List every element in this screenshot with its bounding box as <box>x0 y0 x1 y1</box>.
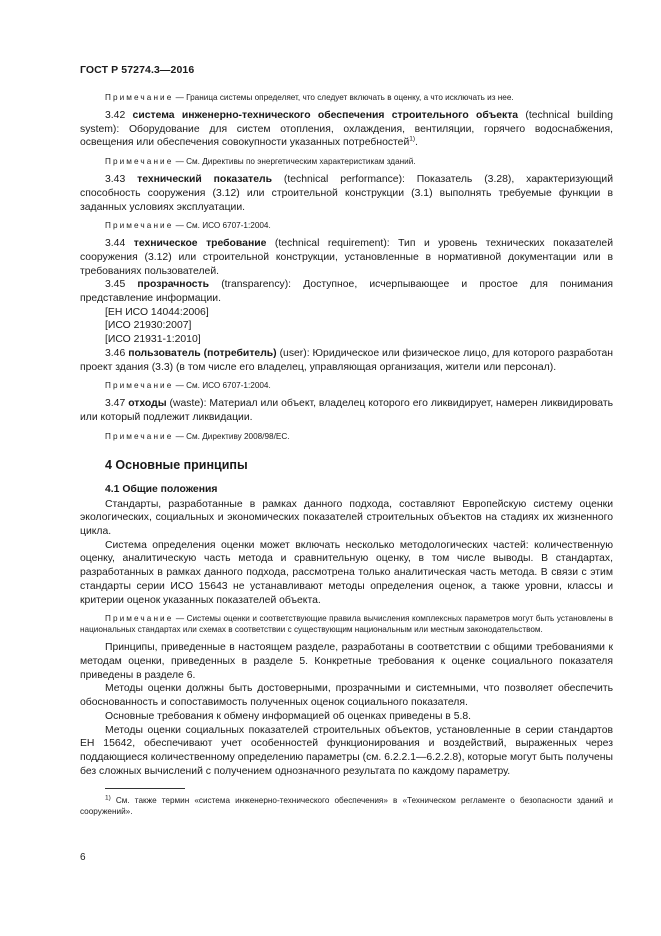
note: Примечание — См. Директиву 2008/98/ЕС. <box>105 431 290 441</box>
footnote-divider <box>105 788 185 789</box>
page-content <box>80 92 613 817</box>
paragraph: Стандарты, разработанные в рамках данного подхода, составляют Европейскую систему оценки экологических, социальных и экономических показателей строительных объектов на стадиях их жизненного цикла. <box>80 498 613 538</box>
note: Примечание — См. ИСО 6707-1:2004. <box>105 221 271 231</box>
reference: [ЕН ИСО 14044:2006] <box>105 306 209 318</box>
paragraph: Система определения оценки может включать несколько методологических частей: количественную оценку, аналитическую часть метода и сравнительную оценку, в том числе выводы. В стандартах, разработанных в рамках данного подхода, рассмотрена только аналитическая часть метода. В связи с этим стандарты серии ИСО 15643 не устанавливают методы определения оценок, а также уровни, классы и критерии оценок указанных показателей объекта. <box>80 539 613 606</box>
subsection-heading: 4.1 Общие положения <box>105 483 218 495</box>
term-3-42: 3.42 система инженерно-технического обеспечения строительного объекта (technical building system): Оборудование для систем отопления, охлаждения, вентиляции, горячего водоснабжения, освещения или обеспечения совокупности указанных потребностей$^{1)}$. <box>80 110 613 149</box>
term-3-43: 3.43 технический показатель (technical performance): Показатель (3.28), характеризующий способность сооружения (3.12) или строительной конструкции (3.1) выполнять требуемые функции в заданных условиях эксплуатации. <box>80 174 614 213</box>
paragraph: Методы оценки должны быть достоверными, прозрачными и системными, что позволяет обеспечить обоснованность и сопоставимость полученных оценок социального показателя. <box>80 683 613 709</box>
term-name: отходы <box>128 398 167 410</box>
paragraph: Основные требования к обмену информацией об оценках приведены в 5.8. <box>105 710 472 722</box>
term-name: пользователь (потребитель) <box>128 347 277 359</box>
term-name: прозрачность <box>137 279 210 291</box>
term-3-45: 3.45 прозрачность (transparency): Доступное, исчерпывающее и простое для понимания представление информации. <box>80 279 614 305</box>
term-name: технический показатель <box>137 174 272 186</box>
note: Примечание — См. Директивы по энергетическим характеристикам зданий. <box>105 157 416 167</box>
footnote-ref: 1) <box>409 135 416 143</box>
paragraph: Принципы, приведенные в настоящем разделе, разработаны в соответствии с общими требованиями к методам оценки, приведенных в разделе 5. Конкретные требования к оценке социального показателя приведены в разделе 6. <box>80 642 613 681</box>
note: Примечание — Системы оценки и соответствующие правила вычисления комплексных параметров могут быть установлены в национальных стандартах или схемах в соответствии с существующим национальным или местным законодательством. <box>80 614 613 635</box>
paragraph: Методы оценки социальных показателей строительных объектов, установленные в серии стандартов ЕН 15642, обеспечивают учет особенностей функционирования и воздействий, выраженных через поддающиеся количественному определению параметры (см. 6.2.2.1—6.2.2.8), которые могут быть получены без сложных вычислений с получением однозначного результата по каждому параметру. <box>80 724 613 777</box>
reference: [ИСО 21931-1:2010] <box>105 334 201 346</box>
note: Примечание — Граница системы определяет, что следует включать в оценку, а что исключать из нее. <box>105 93 514 102</box>
note: Примечание — См. ИСО 6707-1:2004. <box>105 381 271 391</box>
section-heading: 4 Основные принципы <box>105 457 248 472</box>
term-3-47: 3.47 отходы (waste): Материал или объект, владелец которого его ликвидирует, намерен ликвидировать или который подлежит ликвидации. <box>80 398 613 423</box>
term-3-46: 3.46 пользователь (потребитель) (user): Юридическое или физическое лицо, для которого разработан проект здания (3.3) (в том числе его владелец, управляющая организация, жители или персонал). <box>80 347 614 373</box>
footnote: $^{1)}$ См. также термин «система инженерно-технического обеспечения» в «Техническом регламенте о безопасности зданий и сооружений». <box>80 794 614 817</box>
term-3-44: 3.44 техническое требование (technical requirement): Тип и уровень технических показателей сооружения (3.12) или строительной конструкции, установленные в нормативной документации или в требованиях пользователей. <box>80 238 614 277</box>
term-name: система инженерно-технического обеспечения строительного объекта <box>132 110 519 121</box>
reference: [ИСО 21930:2007] <box>105 320 192 332</box>
document-header: ГОСТ Р 57274.3—2016 <box>80 64 195 76</box>
page-number: 6 <box>80 852 86 863</box>
term-name: техническое требование <box>133 238 267 250</box>
